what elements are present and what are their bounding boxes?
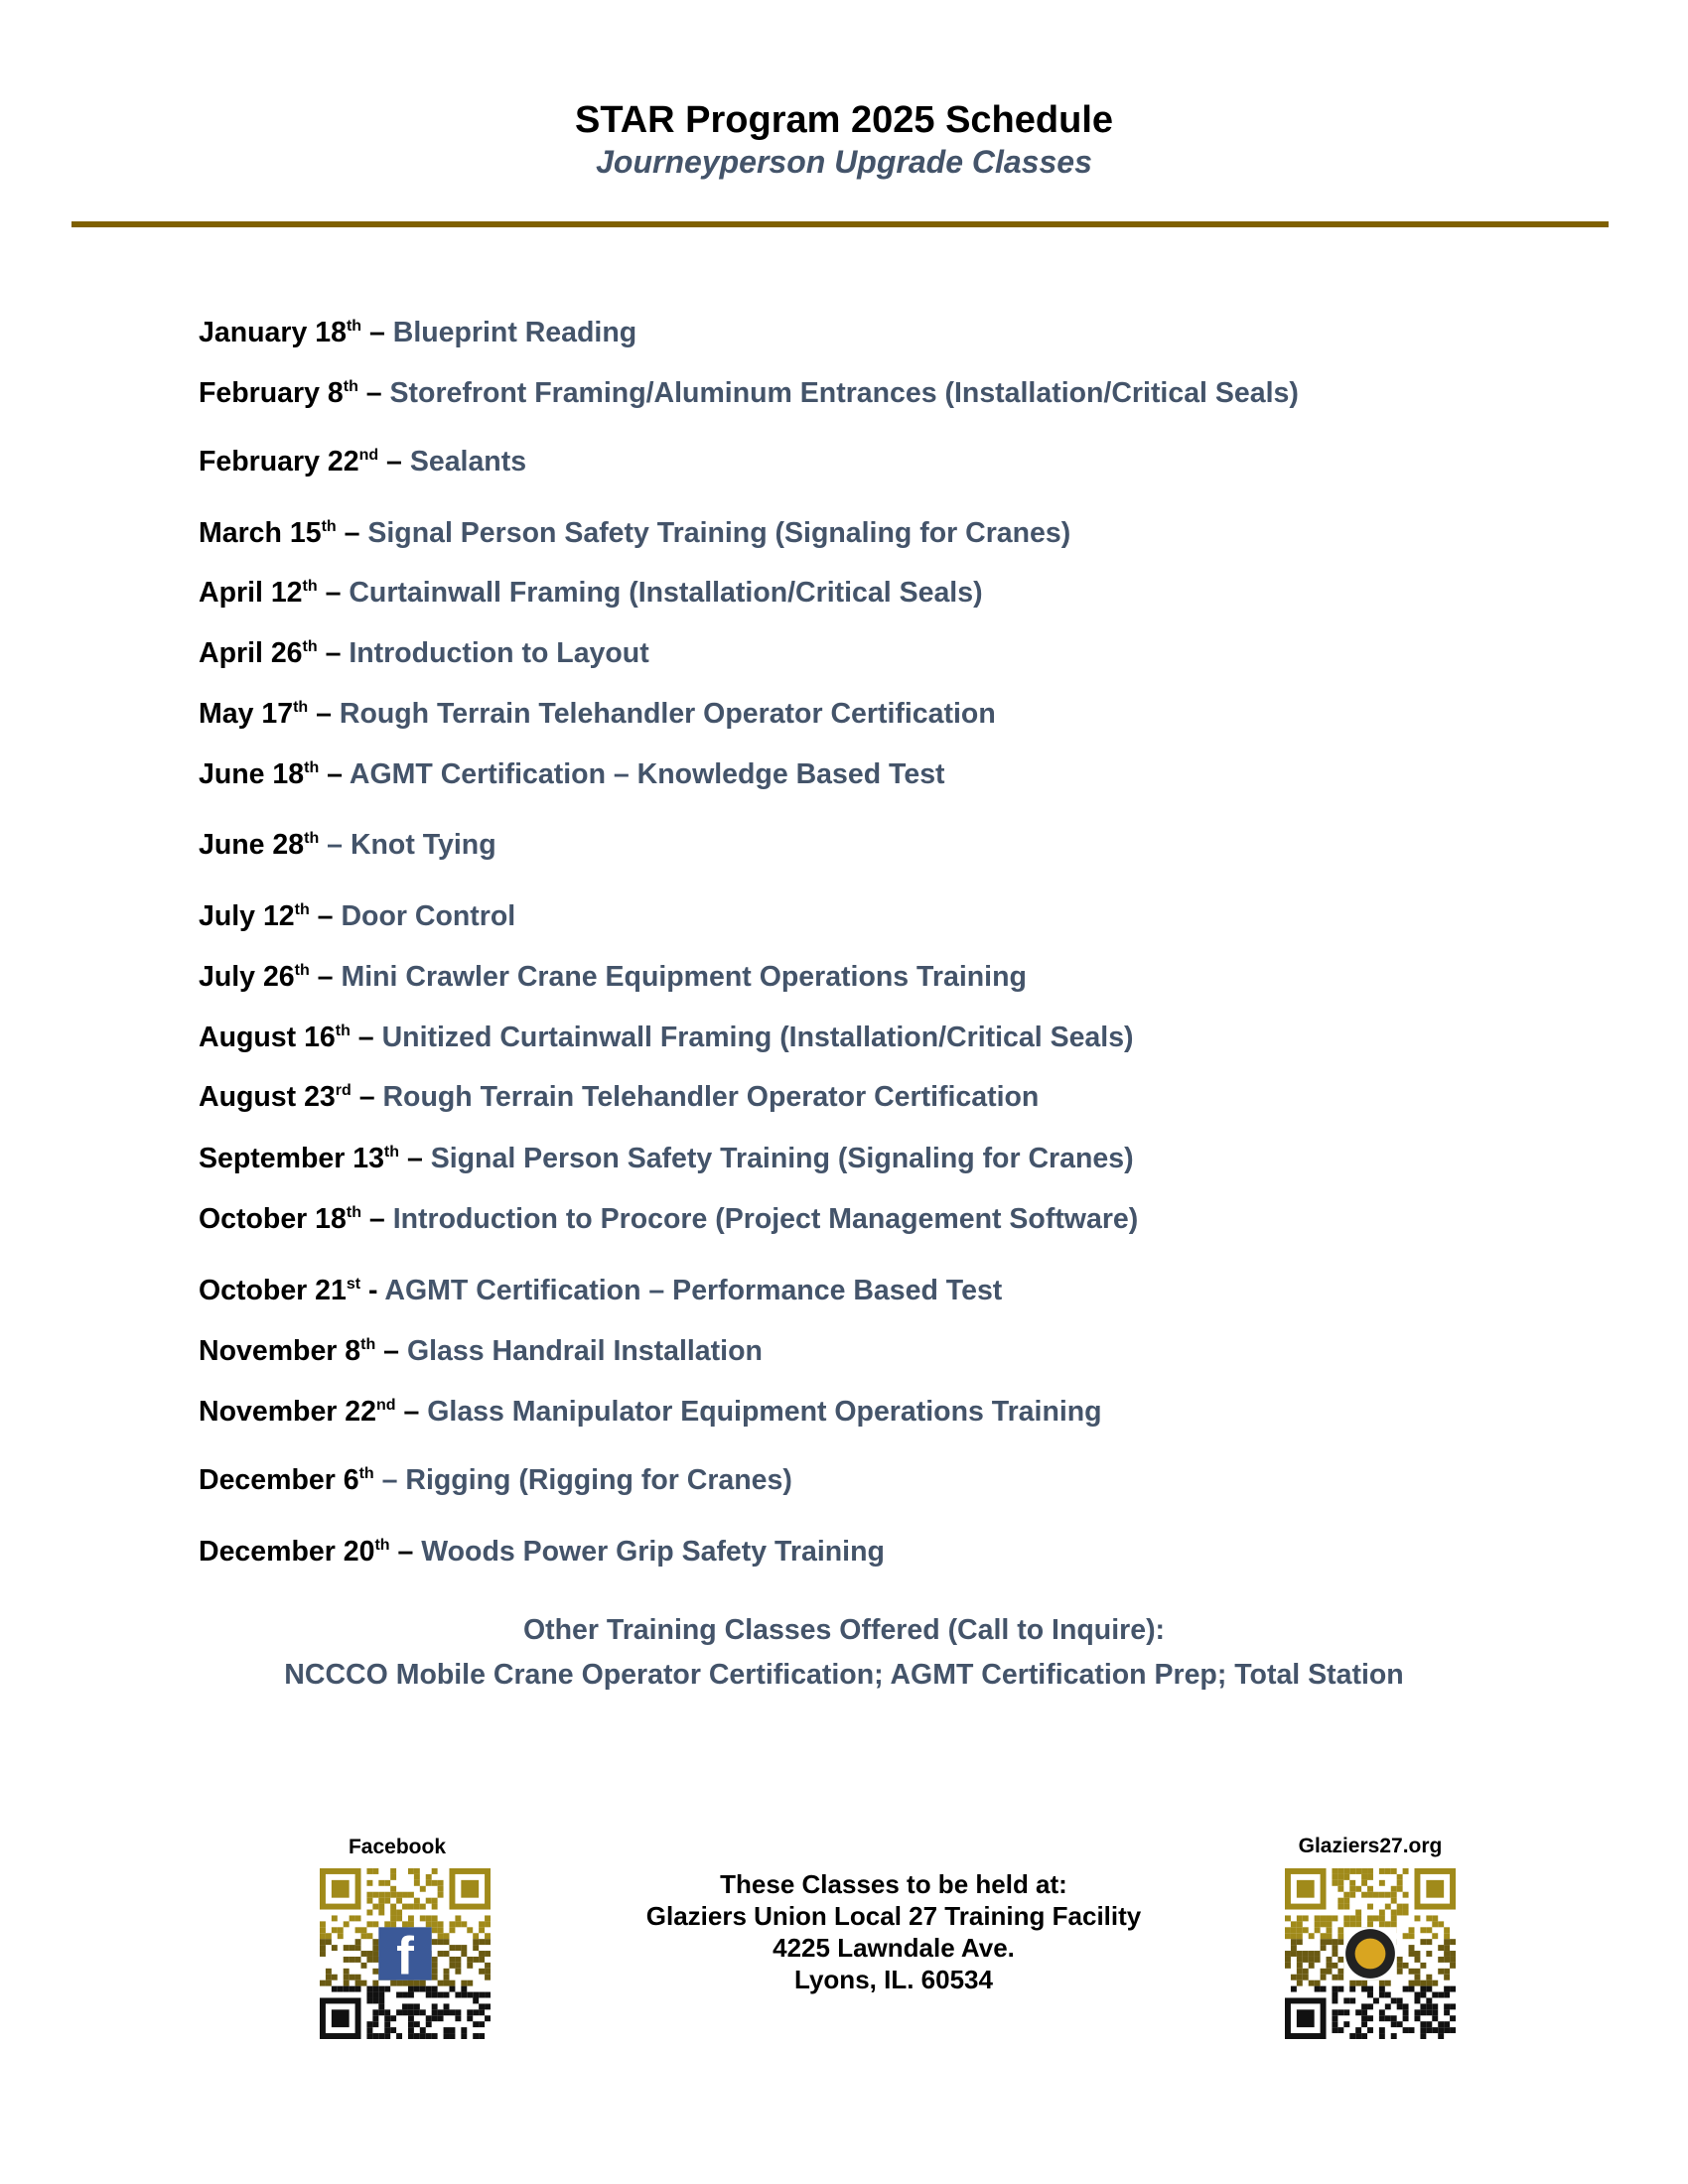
schedule-item [199,1142,1134,1175]
date-suffix: th [302,638,318,655]
address-line: These Classes to be held at: [720,1869,1067,1899]
class-name: Knot Tying [350,829,496,861]
schedule-date: April 26th [199,637,318,669]
separator: – [317,577,350,609]
date-suffix: th [302,578,318,595]
date-suffix: th [294,901,310,918]
schedule-date: February 8th [199,377,358,409]
date-suffix: th [293,699,309,716]
schedule-item [199,376,1299,410]
class-name: Rough Terrain Telehandler Operator Certification [339,698,996,730]
schedule-item [199,445,526,478]
schedule-date: February 22nd [199,446,379,478]
schedule-item [199,1334,763,1368]
separator: – [357,377,390,409]
address-line: 4225 Lawndale Ave. [773,1933,1015,1963]
schedule-item [199,1274,1002,1307]
schedule-date: August 16th [199,1022,351,1053]
class-name: Mini Crawler Crane Equipment Operations Training [341,961,1027,993]
class-name: Glass Manipulator Equipment Operations Training [427,1396,1102,1428]
class-name: Introduction to Layout [349,637,649,669]
date-suffix: th [335,1023,351,1039]
schedule-item [199,899,515,933]
schedule-item [199,1080,1039,1114]
class-name: Woods Power Grip Safety Training [421,1536,885,1568]
class-name: Rigging (Rigging for Cranes) [405,1464,792,1496]
qr-code-facebook-icon[interactable] [320,1868,491,2039]
schedule-date: November 8th [199,1335,376,1367]
website-label: Glaziers27.org [1298,1835,1443,1857]
page-subtitle: Journeyperson Upgrade Classes [596,144,1092,180]
schedule-date: July 12th [199,900,310,932]
separator: – [350,1022,382,1053]
separator: – [361,317,393,348]
schedule-date: October 18th [199,1203,361,1235]
address-line: Lyons, IL. 60534 [794,1965,993,1994]
date-suffix: th [346,1204,361,1221]
date-suffix: th [294,962,310,979]
class-name: Glass Handrail Installation [406,1335,763,1367]
schedule-date: September 13th [199,1143,400,1174]
separator: - [360,1275,385,1306]
address-line: Glaziers Union Local 27 Training Facility [645,1901,1142,1931]
separator: – [389,1536,422,1568]
separator: – [309,961,342,993]
schedule-item [199,516,1070,550]
class-name: AGMT Certification – Knowledge Based Test [349,758,945,790]
separator: – [378,446,410,478]
facebook-label: Facebook [348,1836,447,1858]
separator: – [361,1203,393,1235]
date-suffix: th [374,1537,390,1554]
date-suffix: st [346,1276,361,1293]
schedule-item [199,1395,1102,1429]
date-suffix: th [383,1144,400,1160]
schedule-date: November 22nd [199,1396,396,1428]
date-suffix: th [343,378,358,395]
separator: – [351,1081,383,1113]
class-name: Sealants [409,446,527,478]
class-name: Signal Person Safety Training (Signaling for Cranes) [367,517,1071,549]
schedule-item [199,960,1027,994]
qr-code-website-icon[interactable] [1285,1868,1456,2039]
schedule-item [199,1535,885,1569]
date-suffix: th [346,318,362,335]
schedule-date: June 28th [199,829,320,861]
class-name: Unitized Curtainwall Framing (Installation/Critical Seals) [381,1022,1134,1053]
date-suffix: nd [358,447,379,464]
date-suffix: th [358,1465,374,1482]
date-suffix: th [360,1336,376,1353]
training-location [596,1868,1192,1995]
schedule-date: January 18th [199,317,362,348]
class-name: AGMT Certification – Performance Based Test [384,1275,1003,1306]
schedule-item [199,576,983,610]
class-name: Rough Terrain Telehandler Operator Certification [382,1081,1040,1113]
schedule-date: October 21st [199,1275,361,1306]
schedule-item [199,828,496,862]
class-name: Blueprint Reading [392,317,637,348]
schedule-item [199,697,996,731]
separator: – [317,637,350,669]
other-classes-heading: Other Training Classes Offered (Call to Inquire): [522,1614,1166,1646]
separator: – [395,1396,428,1428]
class-name: Signal Person Safety Training (Signaling for Cranes) [430,1143,1134,1174]
separator: – [319,758,350,790]
separator: – [336,517,368,549]
date-suffix: nd [376,1397,396,1414]
schedule-date: December 6th [199,1464,374,1496]
date-suffix: th [304,830,320,847]
schedule-item [199,1463,792,1497]
class-name: Introduction to Procore (Project Management Software) [392,1203,1139,1235]
other-classes-list: NCCCO Mobile Crane Operator Certification; AGMT Certification Prep; Total Station [284,1659,1404,1691]
class-name: Door Control [341,900,516,932]
date-suffix: th [304,759,320,776]
class-name: Storefront Framing/Aluminum Entrances (Installation/Critical Seals) [389,377,1299,409]
schedule-item [199,757,945,791]
svg-text:f: f [396,1927,414,1986]
date-suffix: rd [335,1082,352,1099]
schedule-date: December 20th [199,1536,390,1568]
separator: – [308,698,340,730]
schedule-date: May 17th [199,698,309,730]
schedule-date: March 15th [199,517,337,549]
separator: – [399,1143,431,1174]
class-name: Curtainwall Framing (Installation/Critical Seals) [349,577,983,609]
schedule-date: June 18th [199,758,320,790]
date-suffix: th [321,518,337,535]
separator: – [373,1464,406,1496]
separator: – [319,829,351,861]
separator: – [309,900,342,932]
header-divider [71,221,1609,227]
separator: – [375,1335,407,1367]
schedule-item [199,1021,1134,1054]
schedule-item [199,1202,1138,1236]
schedule-item [199,636,649,670]
schedule-date: August 23rd [199,1081,352,1113]
page-title: STAR Program 2025 Schedule [574,99,1114,141]
schedule-date: July 26th [199,961,310,993]
schedule-date: April 12th [199,577,318,609]
schedule-item [199,316,636,349]
